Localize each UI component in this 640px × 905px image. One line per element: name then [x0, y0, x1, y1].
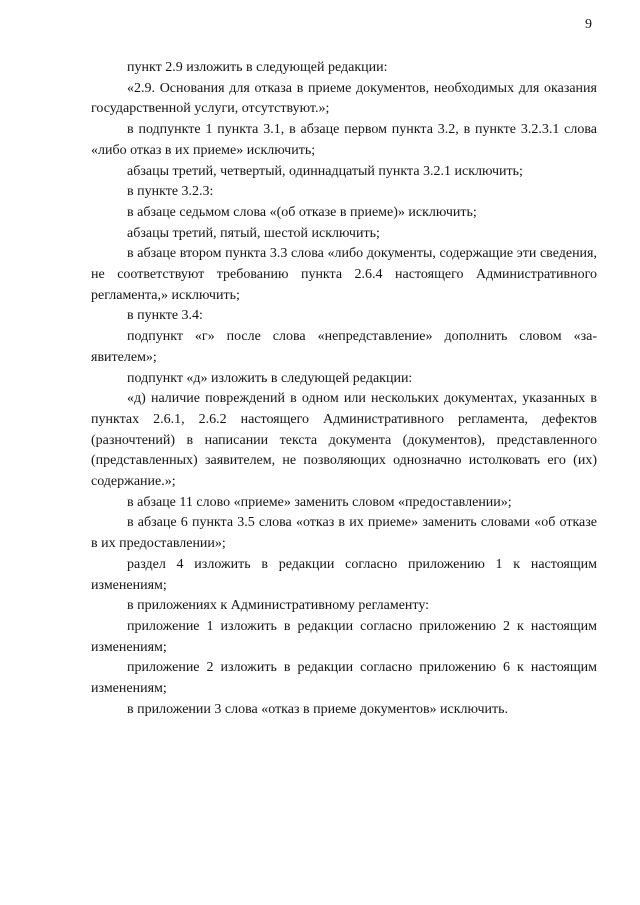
document-body — [91, 58, 597, 721]
paragraph-14: в абзаце 6 пункта 3.5 слова «отказ в их приеме» заменить словами «об отказе в их предоставлении»; — [91, 515, 597, 552]
paragraph-19: в приложении 3 слова «отказ в приеме документов» исключить. — [127, 701, 509, 717]
paragraph-10: подпункт «г» после слова «непредставление» дополнить словом «заявителем»; — [91, 329, 597, 365]
paragraph-5: в пункте 3.2.3: — [127, 184, 214, 200]
paragraph-4: абзацы третий, четвертый, одиннадцатый пункта 3.2.1 исключить; — [127, 163, 523, 179]
paragraph-1: пункт 2.9 изложить в следующей редакции: — [127, 60, 388, 75]
paragraph-7: абзацы третий, пятый, шестой исключить; — [127, 225, 380, 241]
paragraph-18: приложение 2 изложить в редакции согласно приложению 6 к настоящим изменениям; — [91, 660, 597, 697]
paragraph-11: подпункт «д» изложить в следующей редакции: — [127, 370, 413, 386]
paragraph-6: в абзаце седьмом слова «(об отказе в приеме)» исключить; — [127, 204, 477, 220]
paragraph-15: раздел 4 изложить в редакции согласно приложению 1 к настоящим изменениям; — [91, 556, 597, 593]
paragraph-13: в абзаце 11 слово «приеме» заменить словом «предоставлении»; — [127, 494, 512, 510]
paragraph-3: в подпункте 1 пункта 3.1, в абзаце первом пункта 3.2, в пункте 3.2.3.1 слова «либо отказ в их приеме» исключить; — [91, 122, 597, 158]
paragraph-12: «д) наличие повреждений в одном или нескольких документах, указанных в пунктах 2.6.1, 2.6.2 настоящего Административного регламента, дефектов (разночтений) в написании текста документа (документов), представленного (представленных) заявителем, не позволяющих однозначно истолковать его (их) содержание.»; — [91, 391, 597, 490]
paragraph-16: в приложениях к Административному регламенту: — [127, 598, 430, 614]
paragraph-17: приложение 1 изложить в редакции согласно приложению 2 к настоящим изменениям; — [91, 618, 597, 655]
paragraph-2: «2.9. Основания для отказа в приеме документов, необходимых для оказания государственной услуги, отсутствуют.»; — [91, 80, 597, 117]
paragraph-8: в абзаце втором пункта 3.3 слова «либо документы, содержащие эти сведения, не соответствуют требованию пункта 2.6.4 настоящего Административного регламента,» исключить; — [91, 246, 597, 303]
page-number: 9 — [585, 17, 592, 32]
paragraph-9: в пункте 3.4: — [127, 308, 203, 324]
